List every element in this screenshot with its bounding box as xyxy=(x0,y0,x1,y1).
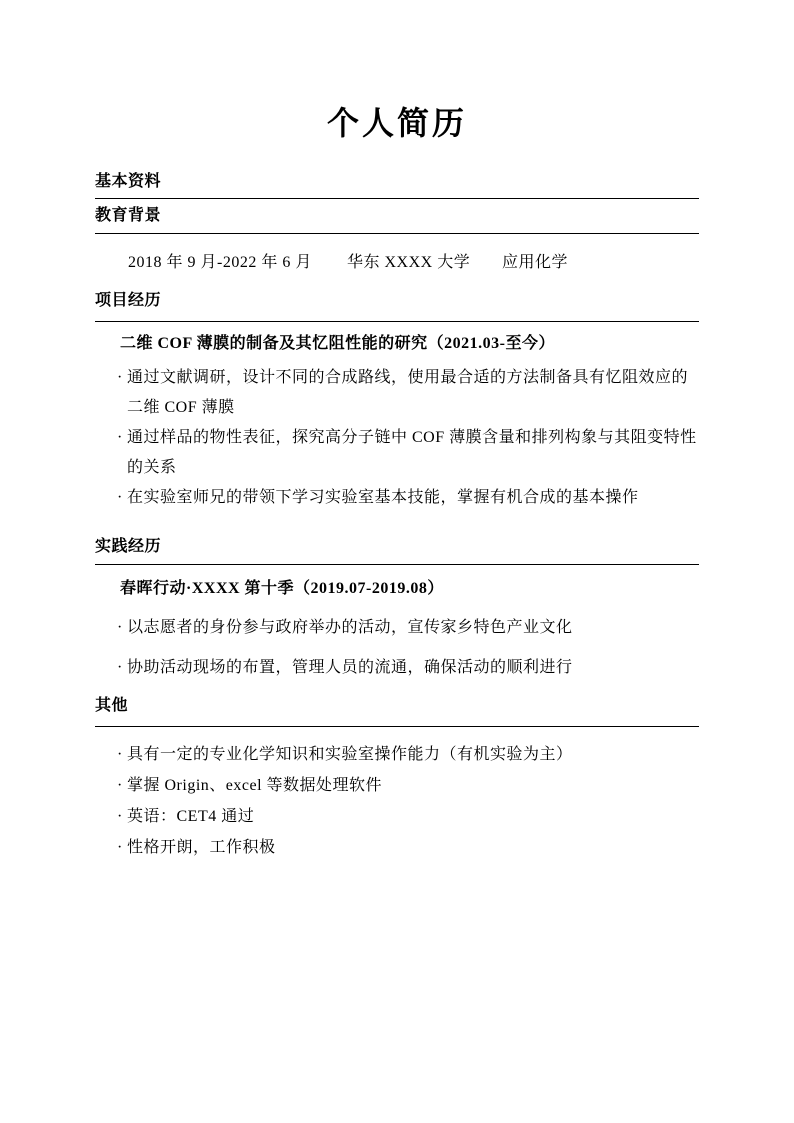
section-heading-education: 教育背景 xyxy=(95,206,699,234)
bullet-text: 掌握 Origin、excel 等数据处理软件 xyxy=(127,777,383,794)
bullet-dot-icon: · xyxy=(117,659,123,676)
document-content xyxy=(95,0,699,863)
practice-entry-title: 春晖行动·XXXX 第十季（2019.07-2019.08） xyxy=(120,580,444,597)
bullet-dot-icon: · xyxy=(117,839,123,856)
practice-bullet-list xyxy=(95,608,699,688)
bullet-item xyxy=(95,483,699,513)
bullet-item xyxy=(95,770,699,801)
section-projects xyxy=(95,291,699,513)
bullet-item xyxy=(95,608,699,648)
bullet-text: 在实验室师兄的带领下学习实验室基本技能，掌握有机合成的基本操作 xyxy=(127,489,639,506)
bullet-dot-icon: · xyxy=(117,808,123,825)
education-school: 华东 XXXX 大学 xyxy=(347,254,471,271)
bullet-item xyxy=(95,801,699,832)
bullet-text: 通过文献调研，设计不同的合成路线，使用最合适的方法制备具有忆阻效应的二维 COF 薄膜 xyxy=(127,369,689,416)
bullet-item xyxy=(95,423,699,483)
bullet-dot-icon: · xyxy=(117,746,123,763)
page-title: 个人简历 xyxy=(326,105,467,141)
bullet-dot-icon: · xyxy=(117,429,123,446)
section-education xyxy=(95,206,699,273)
section-basic-info xyxy=(95,172,699,199)
bullet-item xyxy=(95,739,699,770)
education-row xyxy=(95,253,699,273)
section-heading-basic-info: 基本资料 xyxy=(95,172,699,199)
bullet-text: 协助活动现场的布置，管理人员的流通，确保活动的顺利进行 xyxy=(127,659,573,676)
section-heading-other: 其他 xyxy=(95,696,699,727)
bullet-text: 通过样品的物性表征，探究高分子链中 COF 薄膜含量和排列构象与其阻变特性的关系 xyxy=(127,429,697,476)
bullet-dot-icon: · xyxy=(117,619,123,636)
bullet-text: 以志愿者的身份参与政府举办的活动，宣传家乡特色产业文化 xyxy=(127,619,573,636)
section-heading-projects: 项目经历 xyxy=(95,291,699,322)
section-heading-practice: 实践经历 xyxy=(95,537,699,565)
bullet-text: 英语：CET4 通过 xyxy=(127,808,255,825)
bullet-dot-icon: · xyxy=(117,777,123,794)
other-bullet-list xyxy=(95,739,699,863)
project-entry-title: 二维 COF 薄膜的制备及其忆阻性能的研究（2021.03-至今） xyxy=(120,335,556,352)
bullet-text: 具有一定的专业化学知识和实验室操作能力（有机实验为主） xyxy=(127,746,573,763)
bullet-text: 性格开朗，工作积极 xyxy=(127,839,276,856)
bullet-dot-icon: · xyxy=(117,369,123,386)
bullet-item xyxy=(95,648,699,688)
education-major: 应用化学 xyxy=(502,254,569,271)
bullet-dot-icon: · xyxy=(117,489,123,506)
project-bullet-list xyxy=(95,363,699,513)
education-period: 2018 年 9 月-2022 年 6 月 xyxy=(128,254,312,271)
section-practice xyxy=(95,537,699,688)
bullet-item xyxy=(95,363,699,423)
section-other xyxy=(95,696,699,863)
bullet-item xyxy=(95,832,699,863)
